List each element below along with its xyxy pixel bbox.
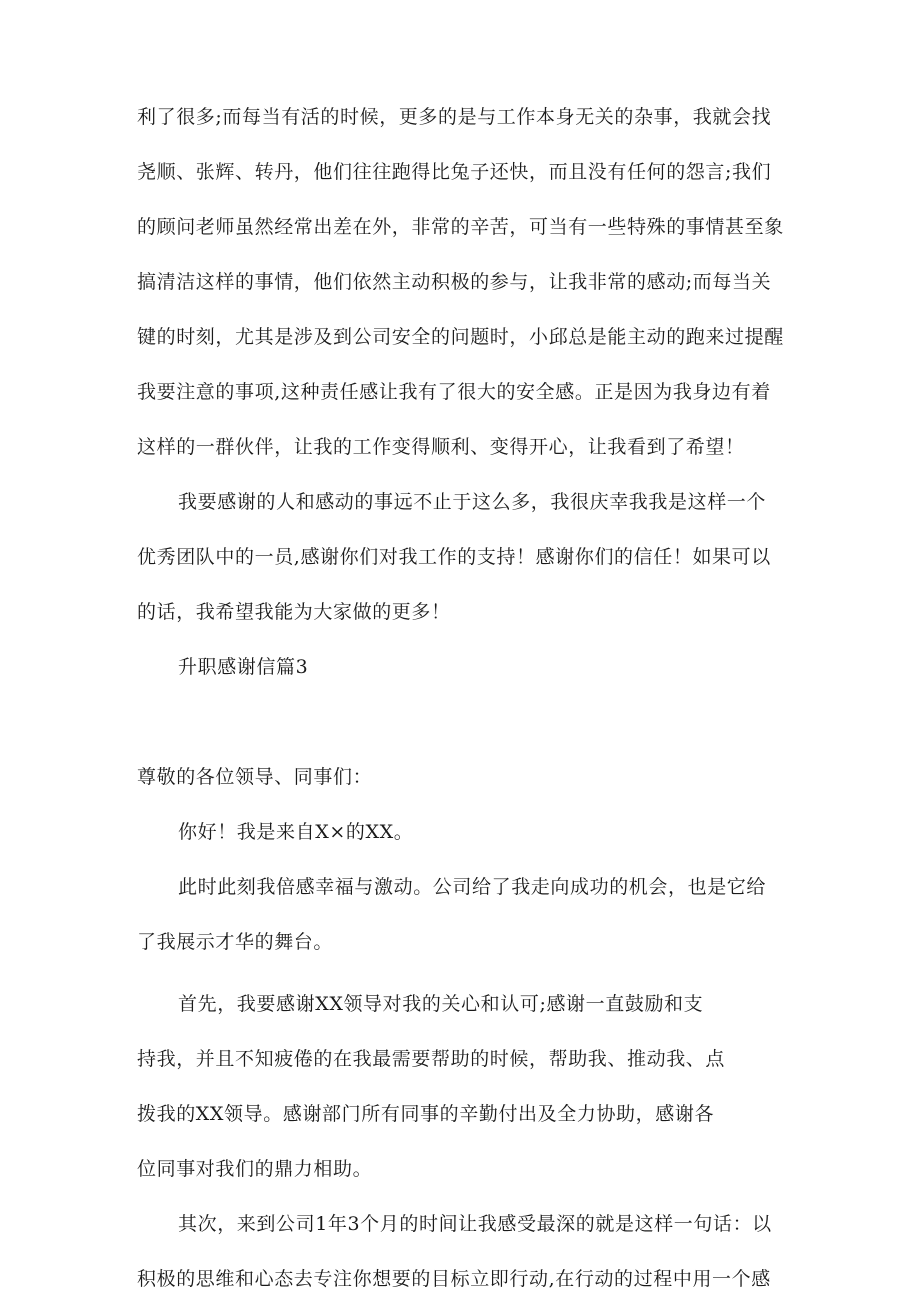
text-line: 利了很多;而每当有活的时候，更多的是与工作本身无关的杂事，我就会找 (137, 106, 772, 128)
text-line: 搞清洁这样的事情，他们依然主动积极的参与，让我非常的感动;而每当关 (137, 271, 772, 293)
text-line: 首先，我要感谢XX领导对我的关心和认可;感谢一直鼓励和支 (178, 993, 704, 1015)
text-line: 其次，来到公司1年3个月的时间让我感受最深的就是这样一句话：以 (178, 1213, 772, 1235)
text-line: 键的时刻，尤其是涉及到公司安全的问题时，小邱总是能主动的跑来过提醒 (137, 326, 784, 348)
salutation: 尊敬的各位领导、同事们： (137, 766, 373, 788)
text-line: 积极的思维和心态去专注你想要的目标立即行动,在行动的过程中用一个感 (137, 1268, 771, 1290)
text-line: 持我，并且不知疲倦的在我最需要帮助的时候，帮助我、推动我、点 (137, 1048, 726, 1070)
text-line: 拨我的XX领导。感谢部门所有同事的辛勤付出及全力协助，感谢各 (137, 1103, 715, 1125)
text-line: 此时此刻我倍感幸福与激动。公司给了我走向成功的机会，也是它给 (178, 876, 767, 898)
text-line: 的顾问老师虽然经常出差在外，非常的辛苦，可当有一些特殊的事情甚至象 (137, 216, 784, 238)
text-line: 这样的一群伙伴，让我的工作变得顺利、变得开心，让我看到了希望！ (137, 436, 745, 458)
greeting: 你好！我是来自X×的XX。 (178, 821, 414, 843)
text-line: 的话，我希望我能为大家做的更多！ (137, 601, 451, 623)
text-line: 尧顺、张辉、转丹，他们往往跑得比兔子还快，而且没有任何的怨言;我们 (137, 161, 772, 183)
text-line: 我要注意的事项,这种责任感让我有了很大的安全感。正是因为我身边有着 (137, 381, 771, 403)
text-line: 我要感谢的人和感动的事远不止于这么多，我很庆幸我我是这样一个 (178, 491, 767, 513)
text-line: 了我展示才华的舞台。 (137, 931, 334, 953)
section-title: 升职感谢信篇3 (178, 656, 309, 678)
text-line: 位同事对我们的鼎力相助。 (137, 1158, 373, 1180)
text-line: 优秀团队中的一员,感谢你们对我工作的支持！感谢你们的信任！如果可以 (137, 546, 771, 568)
